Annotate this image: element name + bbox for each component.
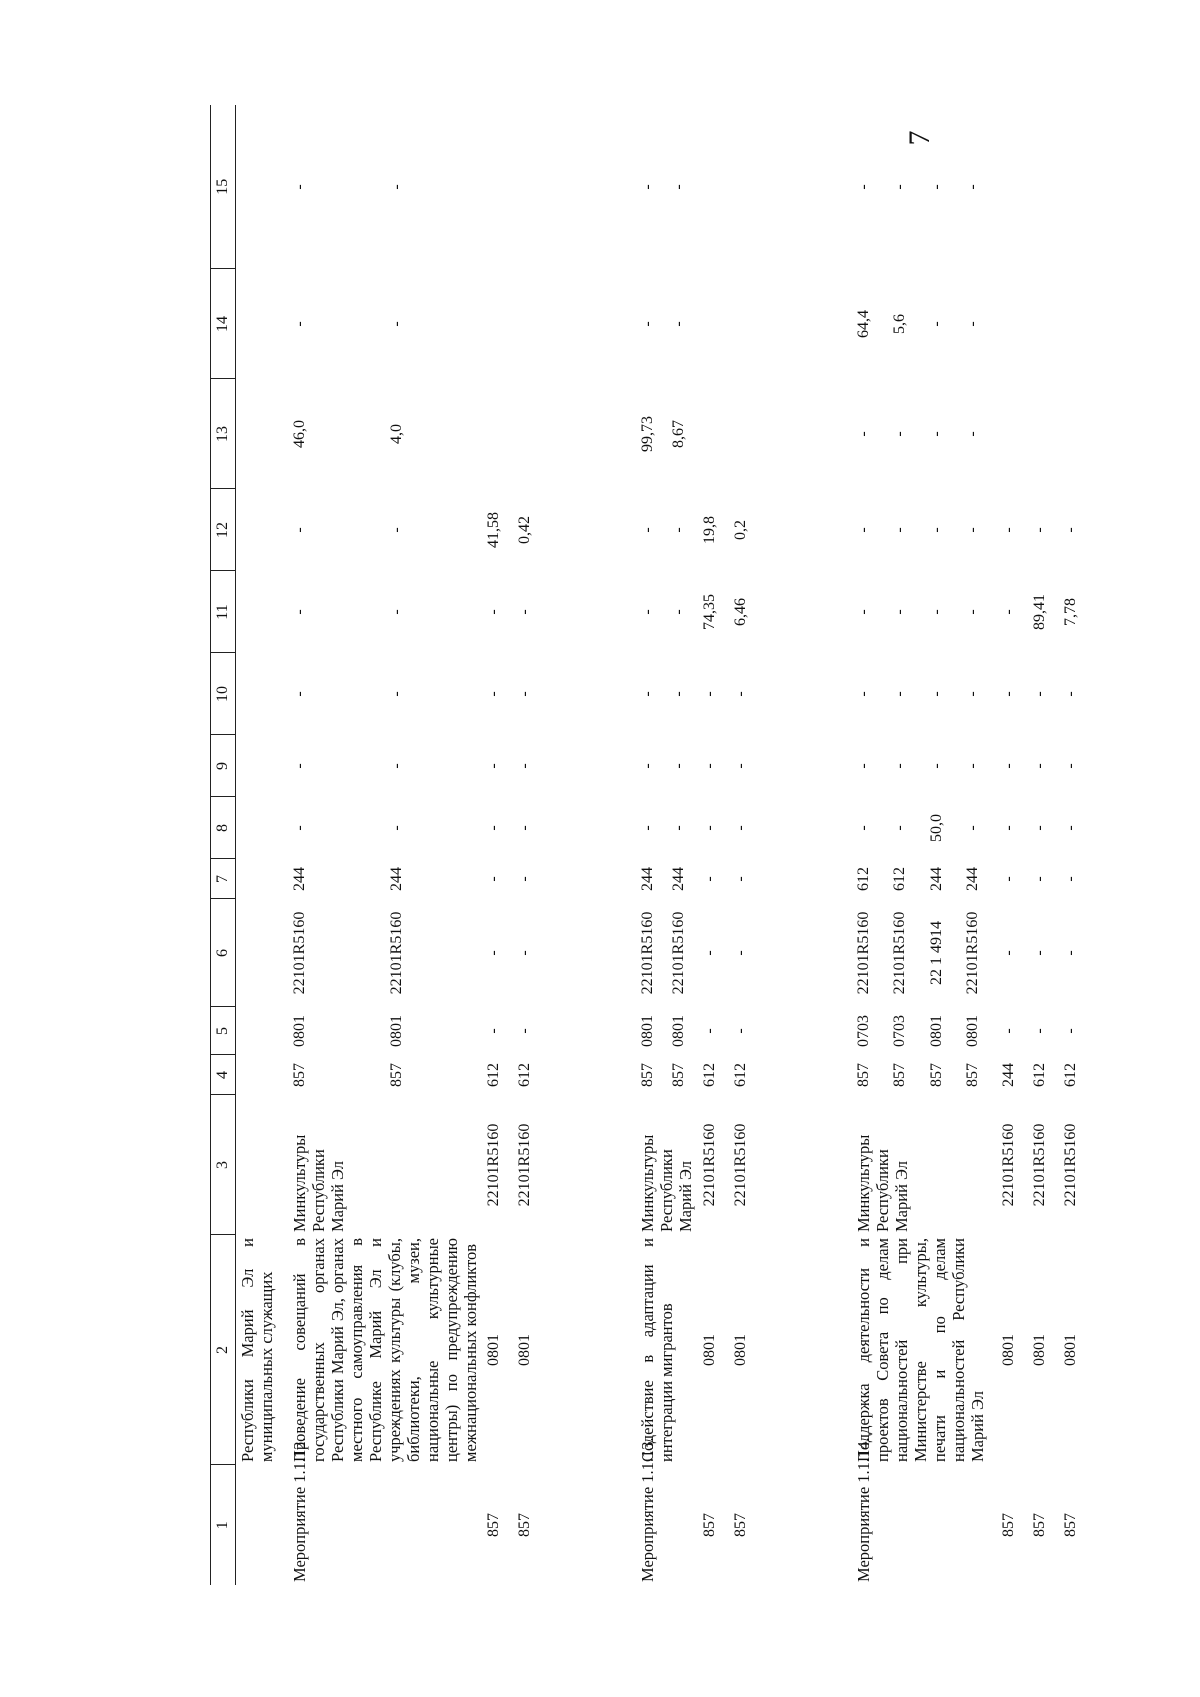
cell-year-2014: - — [1031, 950, 1048, 956]
cell-year-2014: - — [732, 950, 749, 956]
cell-year-2014: - — [701, 950, 718, 956]
cell-year-2017: - — [732, 763, 749, 769]
spacer-row — [536, 105, 636, 1585]
cell-year-2013: - — [670, 825, 687, 831]
column-header-2: 2 — [211, 1235, 236, 1465]
cell-year-2017: - — [855, 527, 872, 533]
cell-rz-pr: 0801 — [516, 1334, 533, 1366]
cell-year-2018: 4,0 — [388, 424, 405, 444]
cell-year-2019: 89,41 — [1031, 594, 1048, 630]
spacer-cell — [721, 105, 729, 1585]
cell-year-2017: - — [291, 527, 308, 533]
column-header-1: 1 — [211, 1465, 236, 1585]
table-body — [236, 105, 1083, 1585]
cell-year-2014: - — [388, 763, 405, 769]
cell-year-2015: - — [963, 691, 981, 697]
cell-rz-pr: 0801 — [1000, 1334, 1017, 1366]
cell-year-2019: - — [670, 321, 687, 327]
measure-executor: Минкультуры Республики Марий Эл — [638, 1134, 695, 1232]
column-header-5: 5 — [211, 1007, 236, 1055]
cell-year-2014: - — [891, 763, 909, 769]
cell-csr: 22101R5160 — [1000, 1123, 1017, 1207]
cell-year-2019: 6,46 — [732, 598, 749, 626]
cell-rz-pr: 0801 — [1062, 1334, 1079, 1366]
measure-description: Содействие в адаптации и интеграции мигрантов — [638, 1238, 676, 1462]
cell-vr: 612 — [732, 1063, 749, 1087]
cell-grbs: 857 — [670, 1063, 687, 1087]
cell-year-2019: 5,6 — [891, 314, 909, 334]
cell-year-2018: - — [1031, 691, 1048, 697]
cell-grbs: 857 — [701, 1513, 718, 1537]
cell-year-2017: - — [485, 763, 502, 769]
cell-year-2016: - — [516, 825, 533, 831]
budget-table — [210, 105, 1082, 1585]
cell-year-2018: 99,73 — [639, 416, 656, 452]
column-header-12: 12 — [211, 489, 236, 571]
cell-year-2015: - — [891, 691, 909, 697]
spacer-cell — [1020, 105, 1028, 1585]
cell-grbs: 857 — [732, 1513, 749, 1537]
cell-year-2017: - — [1062, 763, 1079, 769]
cell-year-2015: - — [1031, 876, 1048, 882]
cell-grbs: 857 — [485, 1513, 502, 1537]
cell-year-2013: - — [732, 1028, 749, 1034]
cell-rz-pr: 0801 — [732, 1334, 749, 1366]
cell-year-2018: 8,67 — [670, 420, 687, 448]
cell-year-2014: - — [1062, 950, 1079, 956]
spacer-cell — [989, 105, 997, 1585]
table-row — [852, 105, 880, 1585]
cell-rz-pr: 0801 — [927, 1015, 945, 1047]
cell-year-2017: - — [1000, 763, 1017, 769]
cell-year-2017: - — [516, 763, 533, 769]
cell-year-2013: - — [891, 825, 909, 831]
cell-year-2014: - — [516, 950, 533, 956]
column-header-6: 6 — [211, 899, 236, 1007]
cell-year-2013: - — [291, 825, 308, 831]
cell-csr: 22101R5160 — [1062, 1123, 1079, 1207]
cell-year-2016: - — [1000, 825, 1017, 831]
spacer-cell — [917, 105, 925, 1095]
cell-rz-pr: 0801 — [1031, 1334, 1048, 1366]
cell-year-2020: - — [927, 184, 945, 190]
measure-executor: Минкультуры Республики Марий Эл — [290, 1134, 347, 1232]
cell-year-2020: 0,2 — [732, 520, 749, 540]
cell-year-2018: - — [732, 691, 749, 697]
cell-csr: 22101R5160 — [516, 1123, 533, 1207]
spacer-row — [989, 105, 997, 1585]
cell-year-2016: - — [670, 609, 687, 615]
cell-year-2020: - — [639, 184, 656, 190]
cell-year-2017: - — [388, 527, 405, 533]
cell-year-2016: - — [927, 609, 945, 615]
cell-rz-pr: 0801 — [639, 1015, 656, 1047]
cell-year-2016: - — [701, 825, 718, 831]
column-header-11: 11 — [211, 571, 236, 653]
empty-cell — [236, 1465, 279, 1585]
cell-year-2015: - — [1000, 876, 1017, 882]
table-row — [636, 105, 659, 1585]
column-header-7: 7 — [211, 859, 236, 899]
cell-year-2018: - — [891, 431, 909, 437]
cell-year-2016: - — [639, 609, 656, 615]
cell-csr: 22101R5160 — [485, 1123, 502, 1207]
cell-year-2019: - — [927, 321, 945, 327]
cell-year-2015: - — [291, 691, 308, 697]
cell-year-2015: - — [639, 691, 656, 697]
spacer-cell — [880, 105, 888, 1095]
cell-csr: 22 1 4914 — [927, 921, 945, 985]
column-header-3: 3 — [211, 1095, 236, 1235]
cell-vr: 244 — [1000, 1063, 1017, 1087]
cell-year-2017: - — [1031, 763, 1048, 769]
spacer-cell — [278, 105, 288, 1585]
table-row — [1059, 105, 1082, 1585]
cell-year-2014: - — [485, 950, 502, 956]
column-header-10: 10 — [211, 653, 236, 735]
cell-year-2014: - — [855, 763, 872, 769]
cell-year-2020: - — [388, 184, 405, 190]
cell-year-2018: 46,0 — [291, 420, 308, 448]
cell-year-2014: - — [963, 763, 981, 769]
cell-year-2016: - — [1062, 825, 1079, 831]
spacer-cell — [474, 105, 482, 1095]
cell-grbs: 857 — [927, 1063, 945, 1087]
spacer-cell — [690, 105, 698, 1095]
spacer-row — [721, 105, 729, 1585]
measure-description: Поддержка деятельности и проектов Совета по делам национальностей при Министерстве культуры, печати и по делам национальностей Республики Марий Эл — [854, 1238, 987, 1462]
continuation-text: Республики Марий Эл и муниципальных служащих — [238, 1238, 276, 1462]
cell-year-2020: - — [1000, 527, 1017, 533]
cell-year-2017: - — [891, 527, 909, 533]
cell-year-2016: - — [891, 609, 909, 615]
cell-year-2014: - — [291, 763, 308, 769]
cell-year-2020: - — [891, 184, 909, 190]
cell-year-2017: - — [927, 527, 945, 533]
cell-grbs: 857 — [388, 1063, 405, 1087]
measure-executor: Минкультуры Республики Марий Эл — [854, 1134, 911, 1232]
cell-year-2020: 41,58 — [485, 512, 502, 548]
cell-year-2019: - — [1000, 609, 1017, 615]
cell-year-2013: - — [701, 1028, 718, 1034]
cell-year-2015: - — [1062, 876, 1079, 882]
cell-csr: 22101R5160 — [732, 1123, 749, 1207]
cell-year-2020: - — [670, 184, 687, 190]
table-row — [513, 105, 536, 1585]
spacer-cell — [536, 105, 636, 1585]
cell-year-2013: - — [963, 825, 981, 831]
cell-year-2018: - — [1000, 691, 1017, 697]
cell-year-2018: - — [855, 431, 872, 437]
column-header-14: 14 — [211, 269, 236, 379]
cell-vr: 244 — [388, 867, 405, 891]
cell-year-2020: - — [1031, 527, 1048, 533]
cell-year-2019: 64,4 — [855, 310, 872, 338]
cell-year-2016: - — [291, 609, 308, 615]
cell-rz-pr: 0801 — [485, 1334, 502, 1366]
spacer-row — [1051, 105, 1059, 1585]
cell-year-2019: 7,78 — [1062, 598, 1079, 626]
cell-csr: 22101R5160 — [670, 911, 687, 995]
cell-year-2020: - — [855, 184, 872, 190]
cell-csr: 22101R5160 — [388, 911, 405, 995]
cell-csr: 22101R5160 — [291, 911, 308, 995]
cell-year-2015: - — [732, 876, 749, 882]
table-row — [1028, 105, 1051, 1585]
measure-name: Мероприятие 1.1.12. — [290, 1437, 309, 1582]
cell-vr: 244 — [670, 867, 687, 891]
cell-year-2020: - — [963, 184, 981, 190]
cell-year-2015: - — [855, 691, 872, 697]
cell-year-2014: - — [670, 763, 687, 769]
column-header-8: 8 — [211, 797, 236, 859]
cell-year-2015: - — [670, 691, 687, 697]
cell-year-2017: - — [963, 527, 981, 533]
page-number: 7 — [903, 130, 936, 146]
spacer-cell — [953, 105, 961, 1095]
cell-year-2014: - — [1000, 950, 1017, 956]
cell-csr: 22101R5160 — [855, 911, 872, 995]
cell-grbs: 857 — [516, 1513, 533, 1537]
cell-year-2019: - — [639, 321, 656, 327]
cell-rz-pr: 0801 — [670, 1015, 687, 1047]
cell-year-2020: 0,42 — [516, 516, 533, 544]
cell-vr: 612 — [485, 1063, 502, 1087]
cell-year-2019: 74,35 — [701, 594, 718, 630]
spacer-cell — [505, 105, 513, 1585]
rotated-page — [210, 0, 1200, 1585]
cell-rz-pr: 0801 — [291, 1015, 308, 1047]
cell-grbs: 857 — [1000, 1513, 1017, 1537]
cell-year-2019: - — [516, 609, 533, 615]
cell-rz-pr: 0801 — [388, 1015, 405, 1047]
cell-year-2013: 50,0 — [927, 814, 945, 842]
cell-grbs: 857 — [1031, 1513, 1048, 1537]
cell-year-2016: - — [855, 609, 872, 615]
table-row — [997, 105, 1020, 1585]
cell-year-2013: - — [855, 825, 872, 831]
empty-cell — [236, 105, 279, 1235]
cell-year-2015: - — [388, 691, 405, 697]
cell-vr: 612 — [855, 867, 872, 891]
spacer-row — [505, 105, 513, 1585]
cell-year-2018: - — [927, 431, 945, 437]
cell-year-2013: - — [639, 825, 656, 831]
cell-rz-pr: 0801 — [701, 1334, 718, 1366]
cell-year-2015: - — [927, 691, 945, 697]
column-header-15: 15 — [211, 105, 236, 269]
measure-description: Проведение совещаний в государственных органах Республики Марий Эл, органах местного самоуправления в Республике Марий Эл и учреждениях культуры (клубы, библиотеки, музеи, национальные культурные центры) по предупреждению межнациональных конфликтов — [290, 1238, 480, 1462]
cell-year-2018: - — [485, 691, 502, 697]
cell-csr: 22101R5160 — [701, 1123, 718, 1207]
table-row — [482, 105, 505, 1585]
spacer-cell — [752, 105, 852, 1585]
column-header-9: 9 — [211, 735, 236, 797]
cell-csr: 22101R5160 — [963, 911, 981, 995]
cell-year-2013: - — [516, 1028, 533, 1034]
cell-grbs: 857 — [963, 1063, 981, 1087]
cell-year-2016: - — [1031, 825, 1048, 831]
cell-year-2018: - — [1062, 691, 1079, 697]
cell-year-2018: - — [701, 691, 718, 697]
spacer-cell — [377, 105, 385, 1095]
cell-year-2015: - — [485, 876, 502, 882]
cell-year-2014: - — [927, 763, 945, 769]
cell-year-2019: - — [291, 321, 308, 327]
cell-year-2013: - — [1000, 1028, 1017, 1034]
cell-grbs: 857 — [855, 1063, 872, 1087]
cell-year-2020: 19,8 — [701, 516, 718, 544]
cell-year-2019: - — [388, 321, 405, 327]
cell-year-2013: - — [388, 825, 405, 831]
cell-year-2016: - — [388, 609, 405, 615]
cell-vr: 244 — [963, 867, 981, 891]
cell-csr: 22101R5160 — [1031, 1123, 1048, 1207]
cell-csr: 22101R5160 — [891, 911, 909, 995]
cell-grbs: 857 — [291, 1063, 308, 1087]
cell-year-2019: - — [485, 609, 502, 615]
cell-vr: 612 — [1062, 1063, 1079, 1087]
spacer-row — [752, 105, 852, 1585]
spacer-cell — [1051, 105, 1059, 1585]
cell-year-2014: - — [639, 763, 656, 769]
spacer-cell — [659, 105, 667, 1095]
cell-grbs: 857 — [1062, 1513, 1079, 1537]
cell-vr: 244 — [291, 867, 308, 891]
cell-year-2020: - — [1062, 527, 1079, 533]
cell-vr: 612 — [891, 867, 909, 891]
spacer-row — [1020, 105, 1028, 1585]
cell-csr: 22101R5160 — [639, 911, 656, 995]
cell-year-2017: - — [701, 763, 718, 769]
cell-year-2017: - — [639, 527, 656, 533]
cell-year-2017: - — [670, 527, 687, 533]
cell-grbs: 857 — [891, 1063, 909, 1087]
cell-year-2015: - — [516, 876, 533, 882]
table-row — [288, 105, 377, 1585]
cell-year-2016: - — [485, 825, 502, 831]
cell-rz-pr: 0703 — [891, 1015, 909, 1047]
cell-year-2016: - — [732, 825, 749, 831]
cell-vr: 244 — [927, 867, 945, 891]
cell-year-2018: - — [516, 691, 533, 697]
continuation-row — [236, 105, 279, 1585]
cell-vr: 612 — [1031, 1063, 1048, 1087]
cell-vr: 612 — [516, 1063, 533, 1087]
cell-year-2015: - — [701, 876, 718, 882]
cell-vr: 244 — [639, 867, 656, 891]
cell-rz-pr: 0801 — [963, 1015, 981, 1047]
cell-rz-pr: 0703 — [855, 1015, 872, 1047]
cell-vr: 612 — [701, 1063, 718, 1087]
cell-year-2016: - — [963, 609, 981, 615]
cell-year-2019: - — [963, 321, 981, 327]
measure-name: Мероприятие 1.1.14. — [854, 1437, 873, 1582]
cell-year-2013: - — [1031, 1028, 1048, 1034]
cell-year-2013: - — [1062, 1028, 1079, 1034]
header-row — [211, 105, 236, 1585]
column-header-4: 4 — [211, 1055, 236, 1095]
cell-year-2020: - — [291, 184, 308, 190]
cell-grbs: 857 — [639, 1063, 656, 1087]
cell-year-2018: - — [963, 431, 981, 437]
table-row — [698, 105, 721, 1585]
column-header-13: 13 — [211, 379, 236, 489]
measure-name: Мероприятие 1.1.13. — [638, 1437, 657, 1582]
table-row — [729, 105, 752, 1585]
spacer-row — [278, 105, 288, 1585]
cell-year-2013: - — [485, 1028, 502, 1034]
